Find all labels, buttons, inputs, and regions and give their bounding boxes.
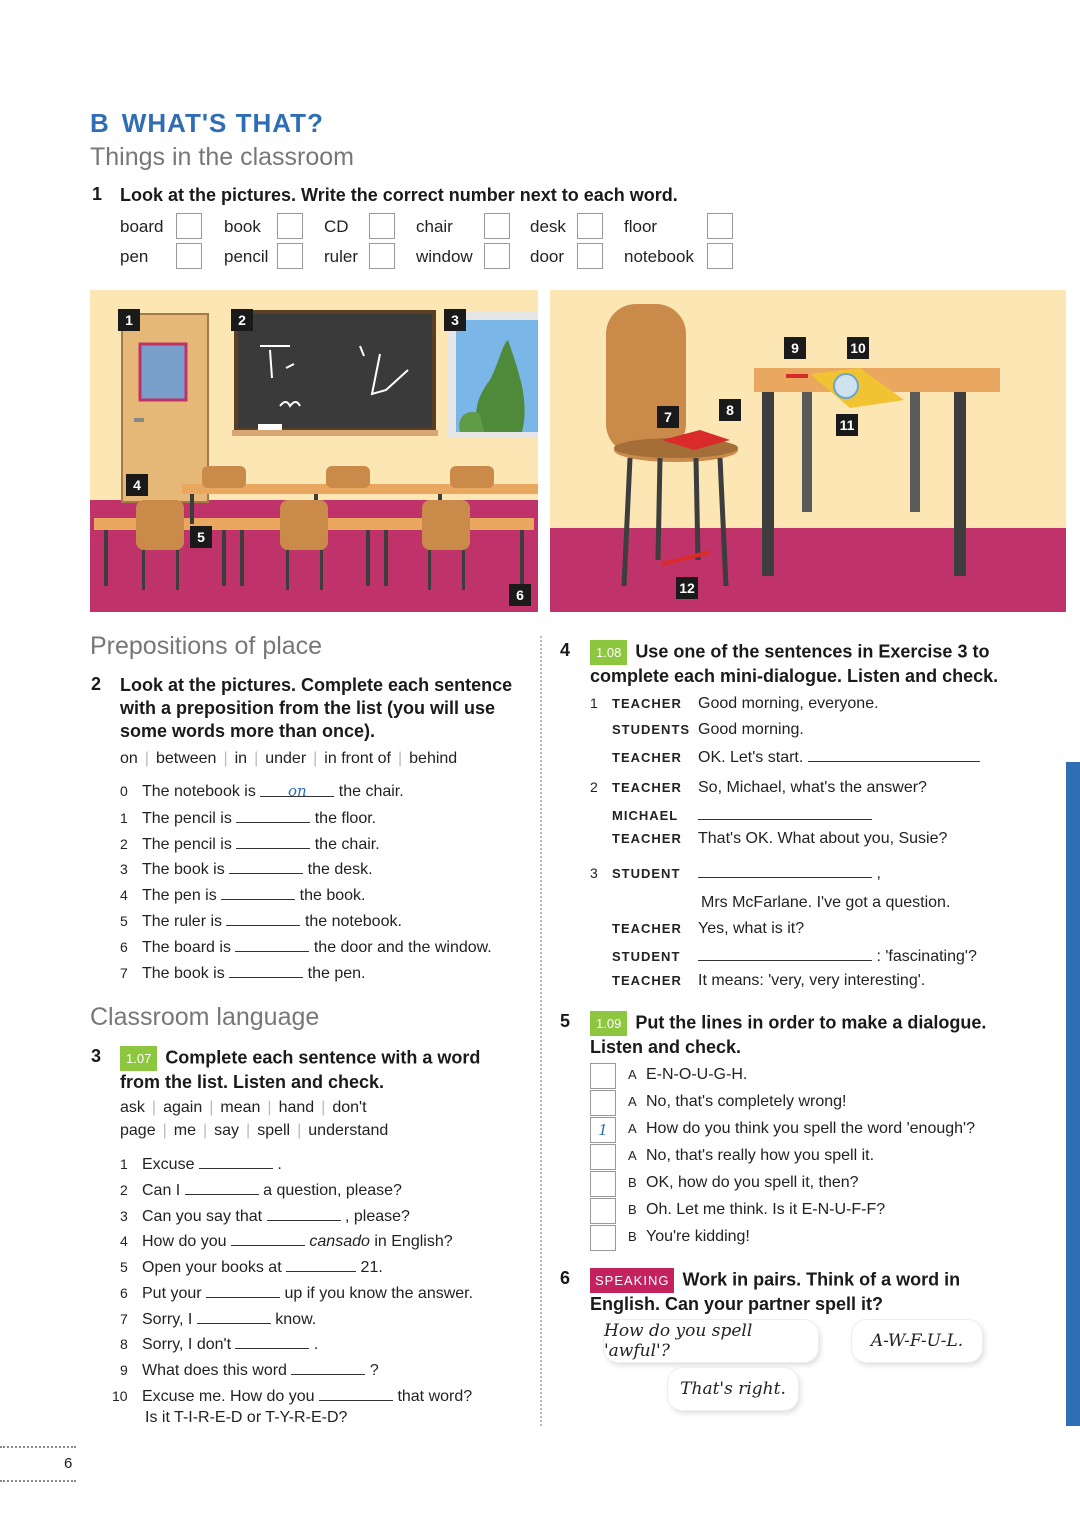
sentence: 8 Sorry, I don't . bbox=[120, 1336, 319, 1353]
answer-blank[interactable] bbox=[235, 937, 309, 952]
exercise-number: 4 bbox=[560, 640, 571, 660]
sentence: 6 The board is the door and the window. bbox=[120, 939, 492, 956]
audio-icon[interactable]: 1.08 bbox=[590, 640, 627, 665]
audio-icon[interactable]: 1.09 bbox=[590, 1011, 627, 1036]
answer-blank[interactable] bbox=[698, 863, 872, 878]
exercise-number: 1 bbox=[92, 184, 103, 204]
dialogue-line: TEACHER It means: 'very, very interesting'. bbox=[612, 972, 926, 989]
order-box[interactable] bbox=[590, 1090, 616, 1116]
answer-blank[interactable] bbox=[236, 834, 310, 849]
speech-bubble: That's right. bbox=[668, 1368, 798, 1410]
desk-scene bbox=[550, 290, 1066, 612]
answer-blank[interactable] bbox=[236, 808, 310, 823]
speech-bubble: How do you spell 'awful'? bbox=[604, 1320, 818, 1362]
label-5: 5 bbox=[190, 526, 212, 548]
answer-box[interactable] bbox=[176, 213, 202, 239]
page-edge-stripe bbox=[1066, 762, 1080, 1426]
answer-blank[interactable] bbox=[291, 1360, 365, 1375]
word: notebook bbox=[624, 247, 694, 266]
dialogue-line: 1 TEACHER Good morning, everyone. bbox=[590, 695, 879, 712]
answer-box[interactable] bbox=[707, 243, 733, 269]
label-10: 10 bbox=[847, 337, 869, 359]
answer-blank[interactable] bbox=[229, 859, 303, 874]
answer-blank[interactable]: on bbox=[260, 782, 334, 797]
section-title: B WHAT'S THAT? bbox=[90, 108, 324, 138]
answer-box[interactable] bbox=[484, 243, 510, 269]
word: floor bbox=[624, 217, 658, 236]
audio-icon[interactable]: 1.07 bbox=[120, 1046, 157, 1071]
exercise-number: 2 bbox=[91, 674, 102, 694]
sentence: 5 Open your books at 21. bbox=[120, 1259, 383, 1276]
answer-blank[interactable] bbox=[267, 1206, 341, 1221]
answer-blank[interactable] bbox=[199, 1154, 273, 1169]
sentence-continuation: Is it T-I-R-E-D or T-Y-R-E-D? bbox=[145, 1409, 348, 1426]
answer-blank[interactable] bbox=[221, 885, 295, 900]
answer-blank[interactable] bbox=[286, 1257, 356, 1272]
dialogue-line: B OK, how do you spell it, then? bbox=[628, 1174, 859, 1191]
exercise-instruction: 1.09 Put the lines in order to make a dialogue. Listen and check. bbox=[590, 1012, 987, 1057]
classroom-scene bbox=[90, 290, 538, 612]
sentence: 7 The book is the pen. bbox=[120, 965, 366, 982]
answer-blank[interactable] bbox=[698, 946, 872, 961]
dialogue-line: TEACHER OK. Let's start. bbox=[590, 747, 980, 767]
label-3: 3 bbox=[444, 309, 466, 331]
dialogue-line: TEACHER Yes, what is it? bbox=[612, 920, 805, 937]
answer-blank[interactable] bbox=[231, 1231, 305, 1246]
word: pencil bbox=[224, 247, 269, 266]
word: door bbox=[530, 247, 565, 266]
order-box[interactable] bbox=[590, 1198, 616, 1224]
dialogue-line: STUDENT : 'fascinating'? bbox=[612, 948, 977, 965]
label-6: 6 bbox=[509, 584, 531, 606]
answer-box[interactable] bbox=[369, 213, 395, 239]
speaking-tag: SPEAKING bbox=[590, 1268, 674, 1293]
answer-box[interactable] bbox=[277, 213, 303, 239]
page-number: 6 bbox=[64, 1455, 73, 1472]
word-list: page | me | say | spell | understand bbox=[120, 1122, 389, 1139]
label-12: 12 bbox=[676, 577, 698, 599]
word: book bbox=[224, 217, 261, 236]
answer-blank[interactable] bbox=[197, 1309, 271, 1324]
label-1: 1 bbox=[118, 309, 140, 331]
sentence: 7 Sorry, I know. bbox=[120, 1311, 317, 1328]
preposition-list: on | between | in | under | in front of | behind bbox=[120, 750, 458, 767]
word: desk bbox=[530, 217, 566, 236]
sentence: 2 Can I a question, please? bbox=[120, 1182, 402, 1199]
sentence: 5 The ruler is the notebook. bbox=[120, 913, 402, 930]
sentence: 2 The pencil is the chair. bbox=[120, 836, 380, 853]
word: CD bbox=[324, 217, 349, 236]
speech-bubble: A-W-F-U-L. bbox=[852, 1320, 982, 1362]
word: pen bbox=[120, 247, 149, 266]
answer-box[interactable] bbox=[277, 243, 303, 269]
footer-rule bbox=[0, 1446, 76, 1448]
sentence: 10 Excuse me. How do you that word? bbox=[112, 1388, 473, 1405]
section-letter: B bbox=[90, 108, 110, 138]
answer-box[interactable] bbox=[176, 243, 202, 269]
section-subtitle: Things in the classroom bbox=[90, 143, 355, 171]
exercise-instruction: 1.07 Complete each sentence with a word from the list. Listen and check. bbox=[120, 1047, 481, 1092]
dialogue-line: MICHAEL bbox=[590, 805, 872, 825]
footer-rule bbox=[0, 1480, 76, 1482]
label-2: 2 bbox=[231, 309, 253, 331]
order-box[interactable] bbox=[590, 1063, 616, 1089]
word-list: ask | again | mean | hand | don't bbox=[120, 1099, 367, 1116]
exercise-number: 6 bbox=[560, 1268, 571, 1288]
answer-box[interactable] bbox=[484, 213, 510, 239]
label-11: 11 bbox=[836, 414, 858, 436]
answer-blank[interactable] bbox=[808, 747, 980, 762]
sentence: 1 Excuse . bbox=[120, 1156, 282, 1173]
answer-box[interactable] bbox=[707, 213, 733, 239]
sentence: 9 What does this word ? bbox=[120, 1362, 379, 1379]
order-box[interactable] bbox=[590, 1144, 616, 1170]
order-box[interactable] bbox=[590, 1225, 616, 1251]
answer-box[interactable] bbox=[369, 243, 395, 269]
sentence: 1 The pencil is the floor. bbox=[120, 810, 377, 827]
sentence: 4 The pen is the book. bbox=[120, 887, 366, 904]
answer-blank[interactable] bbox=[206, 1283, 280, 1298]
dialogue-line: STUDENTS Good morning. bbox=[612, 721, 804, 738]
label-9: 9 bbox=[784, 337, 806, 359]
dialogue-line: A No, that's really how you spell it. bbox=[628, 1147, 875, 1164]
classroom-illustration bbox=[90, 290, 538, 612]
label-7: 7 bbox=[657, 406, 679, 428]
dialogue-line: 2 TEACHER So, Michael, what's the answer? bbox=[590, 779, 927, 796]
sentence: 4 How do you cansado in English? bbox=[120, 1233, 453, 1250]
word: ruler bbox=[324, 247, 359, 266]
word: chair bbox=[416, 217, 453, 236]
answer-blank[interactable] bbox=[226, 911, 300, 926]
word-grid bbox=[120, 213, 740, 273]
sentence: 6 Put your up if you know the answer. bbox=[120, 1285, 474, 1302]
answer-blank[interactable] bbox=[185, 1180, 259, 1195]
answer-box[interactable] bbox=[577, 213, 603, 239]
desk-illustration bbox=[550, 290, 1066, 612]
answer-box[interactable] bbox=[577, 243, 603, 269]
exercise-instruction: Look at the pictures. Write the correct number next to each word. bbox=[120, 185, 678, 205]
dialogue-line: B Oh. Let me think. Is it E-N-U-F-F? bbox=[628, 1201, 886, 1218]
dialogue-line: TEACHER That's OK. What about you, Susie? bbox=[612, 830, 948, 847]
label-4: 4 bbox=[126, 474, 148, 496]
sentence: 3 The book is the desk. bbox=[120, 861, 373, 878]
order-box[interactable]: 1 bbox=[590, 1117, 616, 1143]
answer-blank[interactable] bbox=[235, 1334, 309, 1349]
dialogue-line: A How do you think you spell the word 'enough'? bbox=[628, 1120, 975, 1137]
dialogue-line: A No, that's completely wrong! bbox=[628, 1093, 847, 1110]
word: board bbox=[120, 217, 164, 236]
answer-blank[interactable] bbox=[229, 963, 303, 978]
exercise-instruction: Look at the pictures. Complete each sentence with a preposition from the list (you will use some words more than once). bbox=[120, 675, 513, 741]
sentence: 3 Can you say that , please? bbox=[120, 1208, 410, 1225]
dialogue-line: 3 STUDENT , bbox=[590, 865, 881, 882]
dialogue-line: Mrs McFarlane. I've got a question. bbox=[701, 894, 951, 911]
word: window bbox=[416, 247, 473, 266]
order-box[interactable] bbox=[590, 1171, 616, 1197]
sentence: 0 The notebook is on the chair. bbox=[120, 782, 404, 800]
dialogue-line: A E-N-O-U-G-H. bbox=[628, 1066, 748, 1083]
answer-blank[interactable] bbox=[698, 805, 872, 820]
exercise-instruction: 1.08 Use one of the sentences in Exercise 3 to complete each mini-dialogue. Listen and check. bbox=[590, 641, 999, 686]
column-divider bbox=[540, 636, 542, 1426]
prepositions-heading: Prepositions of place bbox=[90, 632, 323, 660]
classroom-heading: Classroom language bbox=[90, 1003, 320, 1031]
exercise-number: 3 bbox=[91, 1046, 102, 1066]
dialogue-line: B You're kidding! bbox=[628, 1228, 750, 1245]
label-8: 8 bbox=[719, 399, 741, 421]
exercise-instruction: SPEAKING Work in pairs. Think of a word in English. Can your partner spell it? bbox=[590, 1269, 961, 1314]
answer-blank[interactable] bbox=[319, 1386, 393, 1401]
exercise-number: 5 bbox=[560, 1011, 571, 1031]
